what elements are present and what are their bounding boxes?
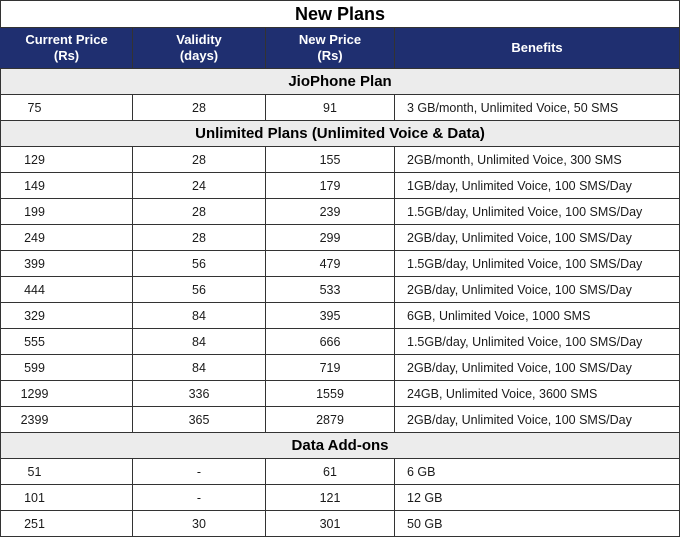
cell-new-price: 121 — [266, 485, 395, 511]
table-row — [1, 303, 680, 329]
cell-validity: - — [133, 485, 266, 511]
cell-new-price: 301 — [266, 511, 395, 537]
cell-validity: 84 — [133, 329, 266, 355]
cell-current-price: 555 — [1, 329, 133, 355]
table-row — [1, 173, 680, 199]
cell-new-price: 2879 — [266, 407, 395, 433]
cell-benefits: 2GB/day, Unlimited Voice, 100 SMS/Day — [395, 277, 680, 303]
cell-benefits: 2GB/day, Unlimited Voice, 100 SMS/Day — [395, 225, 680, 251]
column-header-new-price — [266, 28, 395, 69]
column-header-unit: (Rs) — [53, 48, 80, 63]
cell-validity: 336 — [133, 381, 266, 407]
cell-validity: 84 — [133, 303, 266, 329]
cell-new-price: 1559 — [266, 381, 395, 407]
cell-new-price: 533 — [266, 277, 395, 303]
section-row — [1, 433, 680, 459]
cell-benefits: 1.5GB/day, Unlimited Voice, 100 SMS/Day — [395, 329, 680, 355]
section-title: JioPhone Plan — [1, 69, 680, 95]
table-row — [1, 277, 680, 303]
cell-current-price: 101 — [1, 485, 133, 511]
table-row — [1, 459, 680, 485]
cell-validity: 84 — [133, 355, 266, 381]
table-row — [1, 355, 680, 381]
title-row — [1, 1, 680, 28]
cell-new-price: 91 — [266, 95, 395, 121]
section-title: Data Add-ons — [1, 433, 680, 459]
cell-benefits: 6 GB — [395, 459, 680, 485]
table-row — [1, 147, 680, 173]
cell-benefits: 2GB/day, Unlimited Voice, 100 SMS/Day — [395, 407, 680, 433]
column-header-line: Benefits — [511, 40, 563, 55]
table-row — [1, 251, 680, 277]
cell-new-price: 719 — [266, 355, 395, 381]
cell-benefits: 1.5GB/day, Unlimited Voice, 100 SMS/Day — [395, 199, 680, 225]
cell-current-price: 75 — [1, 95, 133, 121]
section-row — [1, 121, 680, 147]
cell-benefits: 2GB/day, Unlimited Voice, 100 SMS/Day — [395, 355, 680, 381]
column-header-unit: (Rs) — [317, 48, 343, 63]
cell-validity: 30 — [133, 511, 266, 537]
header-row — [1, 28, 680, 69]
cell-validity: 28 — [133, 225, 266, 251]
cell-current-price: 149 — [1, 173, 133, 199]
cell-validity: 56 — [133, 251, 266, 277]
column-header-validity — [133, 28, 266, 69]
column-header-line: New Price — [298, 32, 362, 47]
cell-new-price: 666 — [266, 329, 395, 355]
cell-current-price: 399 — [1, 251, 133, 277]
cell-benefits: 12 GB — [395, 485, 680, 511]
table-row — [1, 407, 680, 433]
cell-benefits: 6GB, Unlimited Voice, 1000 SMS — [395, 303, 680, 329]
table-row — [1, 381, 680, 407]
cell-benefits: 1GB/day, Unlimited Voice, 100 SMS/Day — [395, 173, 680, 199]
cell-benefits: 2GB/month, Unlimited Voice, 300 SMS — [395, 147, 680, 173]
cell-current-price: 599 — [1, 355, 133, 381]
cell-new-price: 179 — [266, 173, 395, 199]
cell-validity: 28 — [133, 95, 266, 121]
cell-benefits: 50 GB — [395, 511, 680, 537]
table-row — [1, 95, 680, 121]
column-header-unit: (days) — [179, 48, 219, 63]
cell-validity: 28 — [133, 199, 266, 225]
cell-new-price: 61 — [266, 459, 395, 485]
cell-current-price: 129 — [1, 147, 133, 173]
cell-new-price: 479 — [266, 251, 395, 277]
table-row — [1, 485, 680, 511]
cell-current-price: 251 — [1, 511, 133, 537]
table-title: New Plans — [1, 1, 680, 28]
plans-table-body — [1, 1, 680, 537]
cell-current-price: 1299 — [1, 381, 133, 407]
cell-benefits: 3 GB/month, Unlimited Voice, 50 SMS — [395, 95, 680, 121]
cell-current-price: 444 — [1, 277, 133, 303]
column-header-line: Current Price — [25, 32, 108, 47]
column-header-current-price — [1, 28, 133, 69]
column-header-benefits — [395, 28, 680, 69]
cell-new-price: 395 — [266, 303, 395, 329]
cell-current-price: 2399 — [1, 407, 133, 433]
section-title: Unlimited Plans (Unlimited Voice & Data) — [1, 121, 680, 147]
cell-new-price: 155 — [266, 147, 395, 173]
cell-new-price: 239 — [266, 199, 395, 225]
cell-current-price: 329 — [1, 303, 133, 329]
table-row — [1, 199, 680, 225]
cell-current-price: 199 — [1, 199, 133, 225]
table-row — [1, 329, 680, 355]
cell-new-price: 299 — [266, 225, 395, 251]
table-row — [1, 225, 680, 251]
cell-benefits: 24GB, Unlimited Voice, 3600 SMS — [395, 381, 680, 407]
cell-benefits: 1.5GB/day, Unlimited Voice, 100 SMS/Day — [395, 251, 680, 277]
cell-validity: - — [133, 459, 266, 485]
cell-validity: 365 — [133, 407, 266, 433]
column-header-line: Validity — [176, 32, 222, 47]
section-row — [1, 69, 680, 95]
table-row — [1, 511, 680, 537]
cell-validity: 24 — [133, 173, 266, 199]
cell-current-price: 51 — [1, 459, 133, 485]
cell-validity: 56 — [133, 277, 266, 303]
cell-validity: 28 — [133, 147, 266, 173]
cell-current-price: 249 — [1, 225, 133, 251]
